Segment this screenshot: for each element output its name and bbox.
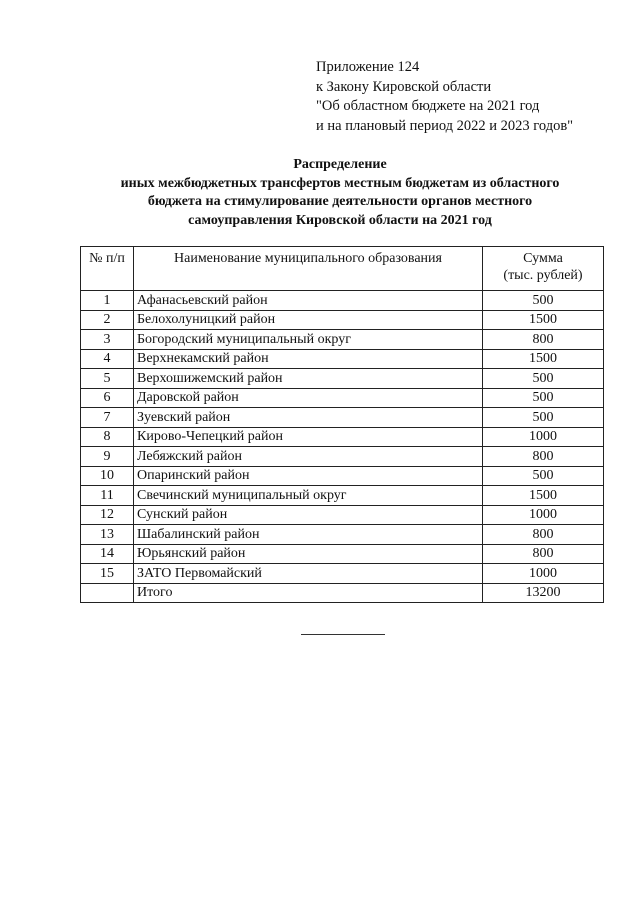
- cell-num: 10: [81, 466, 134, 486]
- appendix-line: к Закону Кировской области: [316, 78, 492, 95]
- appendix-note: [316, 58, 573, 136]
- cell-sum: 500: [483, 408, 604, 428]
- title-line: самоуправления Кировской области на 2021 год: [188, 212, 492, 228]
- table-row: [81, 564, 604, 584]
- cell-sum: 1500: [483, 349, 604, 369]
- cell-num: [81, 583, 134, 603]
- cell-name: Юрьянский район: [134, 544, 483, 564]
- cell-sum: 800: [483, 544, 604, 564]
- table-row: [81, 466, 604, 486]
- cell-sum: 800: [483, 447, 604, 467]
- title-line: иных межбюджетных трансфертов местным бюджетам из областного: [120, 175, 560, 191]
- table-row: [81, 447, 604, 467]
- table-row: [81, 525, 604, 545]
- total-row: [81, 583, 604, 603]
- header-sum-line2: (тыс. рублей): [503, 268, 583, 283]
- cell-sum: 1000: [483, 427, 604, 447]
- cell-name: Верхошижемский район: [134, 369, 483, 389]
- cell-num: 6: [81, 388, 134, 408]
- cell-sum: 500: [483, 388, 604, 408]
- cell-name: Верхнекамский район: [134, 349, 483, 369]
- cell-sum: 1500: [483, 310, 604, 330]
- cell-num: 4: [81, 349, 134, 369]
- cell-sum: 1000: [483, 505, 604, 525]
- title-line: Распределение: [293, 157, 387, 172]
- cell-num: 7: [81, 408, 134, 428]
- appendix-line: и на плановый период 2022 и 2023 годов": [316, 117, 574, 134]
- cell-sum: 500: [483, 369, 604, 389]
- separator-line: [301, 634, 385, 635]
- cell-num: 14: [81, 544, 134, 564]
- header-num: № п/п: [81, 247, 134, 291]
- table-row: [81, 427, 604, 447]
- table-row: [81, 330, 604, 350]
- title-line: бюджета на стимулирование деятельности органов местного: [147, 194, 533, 209]
- cell-num: 12: [81, 505, 134, 525]
- cell-sum: 500: [483, 291, 604, 311]
- appendix-line: Приложение 124: [316, 59, 420, 75]
- table-row: [81, 310, 604, 330]
- cell-num: 11: [81, 486, 134, 506]
- cell-sum: 500: [483, 466, 604, 486]
- document-title: [60, 156, 620, 230]
- cell-num: 13: [81, 525, 134, 545]
- table-row: [81, 369, 604, 389]
- cell-name: Шабалинский район: [134, 525, 483, 545]
- appendix-line: "Об областном бюджете на 2021 год: [316, 98, 540, 114]
- cell-name: Богородский муниципальный округ: [134, 330, 483, 350]
- cell-num: 2: [81, 310, 134, 330]
- cell-name: Зуевский район: [134, 408, 483, 428]
- table-row: [81, 544, 604, 564]
- cell-sum: 1000: [483, 564, 604, 584]
- cell-num: 8: [81, 427, 134, 447]
- cell-name: Афанасьевский район: [134, 291, 483, 311]
- header-name: Наименование муниципального образования: [134, 247, 483, 291]
- table-row: [81, 505, 604, 525]
- cell-name: Сунский район: [134, 505, 483, 525]
- cell-name: Даровской район: [134, 388, 483, 408]
- table-row: [81, 291, 604, 311]
- header-sum: [483, 247, 604, 291]
- cell-sum: 800: [483, 330, 604, 350]
- cell-num: 15: [81, 564, 134, 584]
- table-header-row: [81, 247, 604, 291]
- cell-sum: 1500: [483, 486, 604, 506]
- cell-name: Кирово-Чепецкий район: [134, 427, 483, 447]
- cell-sum: 800: [483, 525, 604, 545]
- table-body: [81, 291, 604, 603]
- cell-num: 9: [81, 447, 134, 467]
- cell-num: 3: [81, 330, 134, 350]
- table-row: [81, 349, 604, 369]
- header-sum-line1: Сумма: [523, 251, 563, 266]
- distribution-table: [80, 246, 604, 603]
- cell-name: Итого: [134, 583, 483, 603]
- cell-name: ЗАТО Первомайский: [134, 564, 483, 584]
- cell-name: Свечинский муниципальный округ: [134, 486, 483, 506]
- table-row: [81, 388, 604, 408]
- cell-num: 5: [81, 369, 134, 389]
- table-row: [81, 408, 604, 428]
- table-row: [81, 486, 604, 506]
- cell-name: Опаринский район: [134, 466, 483, 486]
- cell-name: Белохолуницкий район: [134, 310, 483, 330]
- cell-name: Лебяжский район: [134, 447, 483, 467]
- cell-num: 1: [81, 291, 134, 311]
- cell-sum: 13200: [483, 583, 604, 603]
